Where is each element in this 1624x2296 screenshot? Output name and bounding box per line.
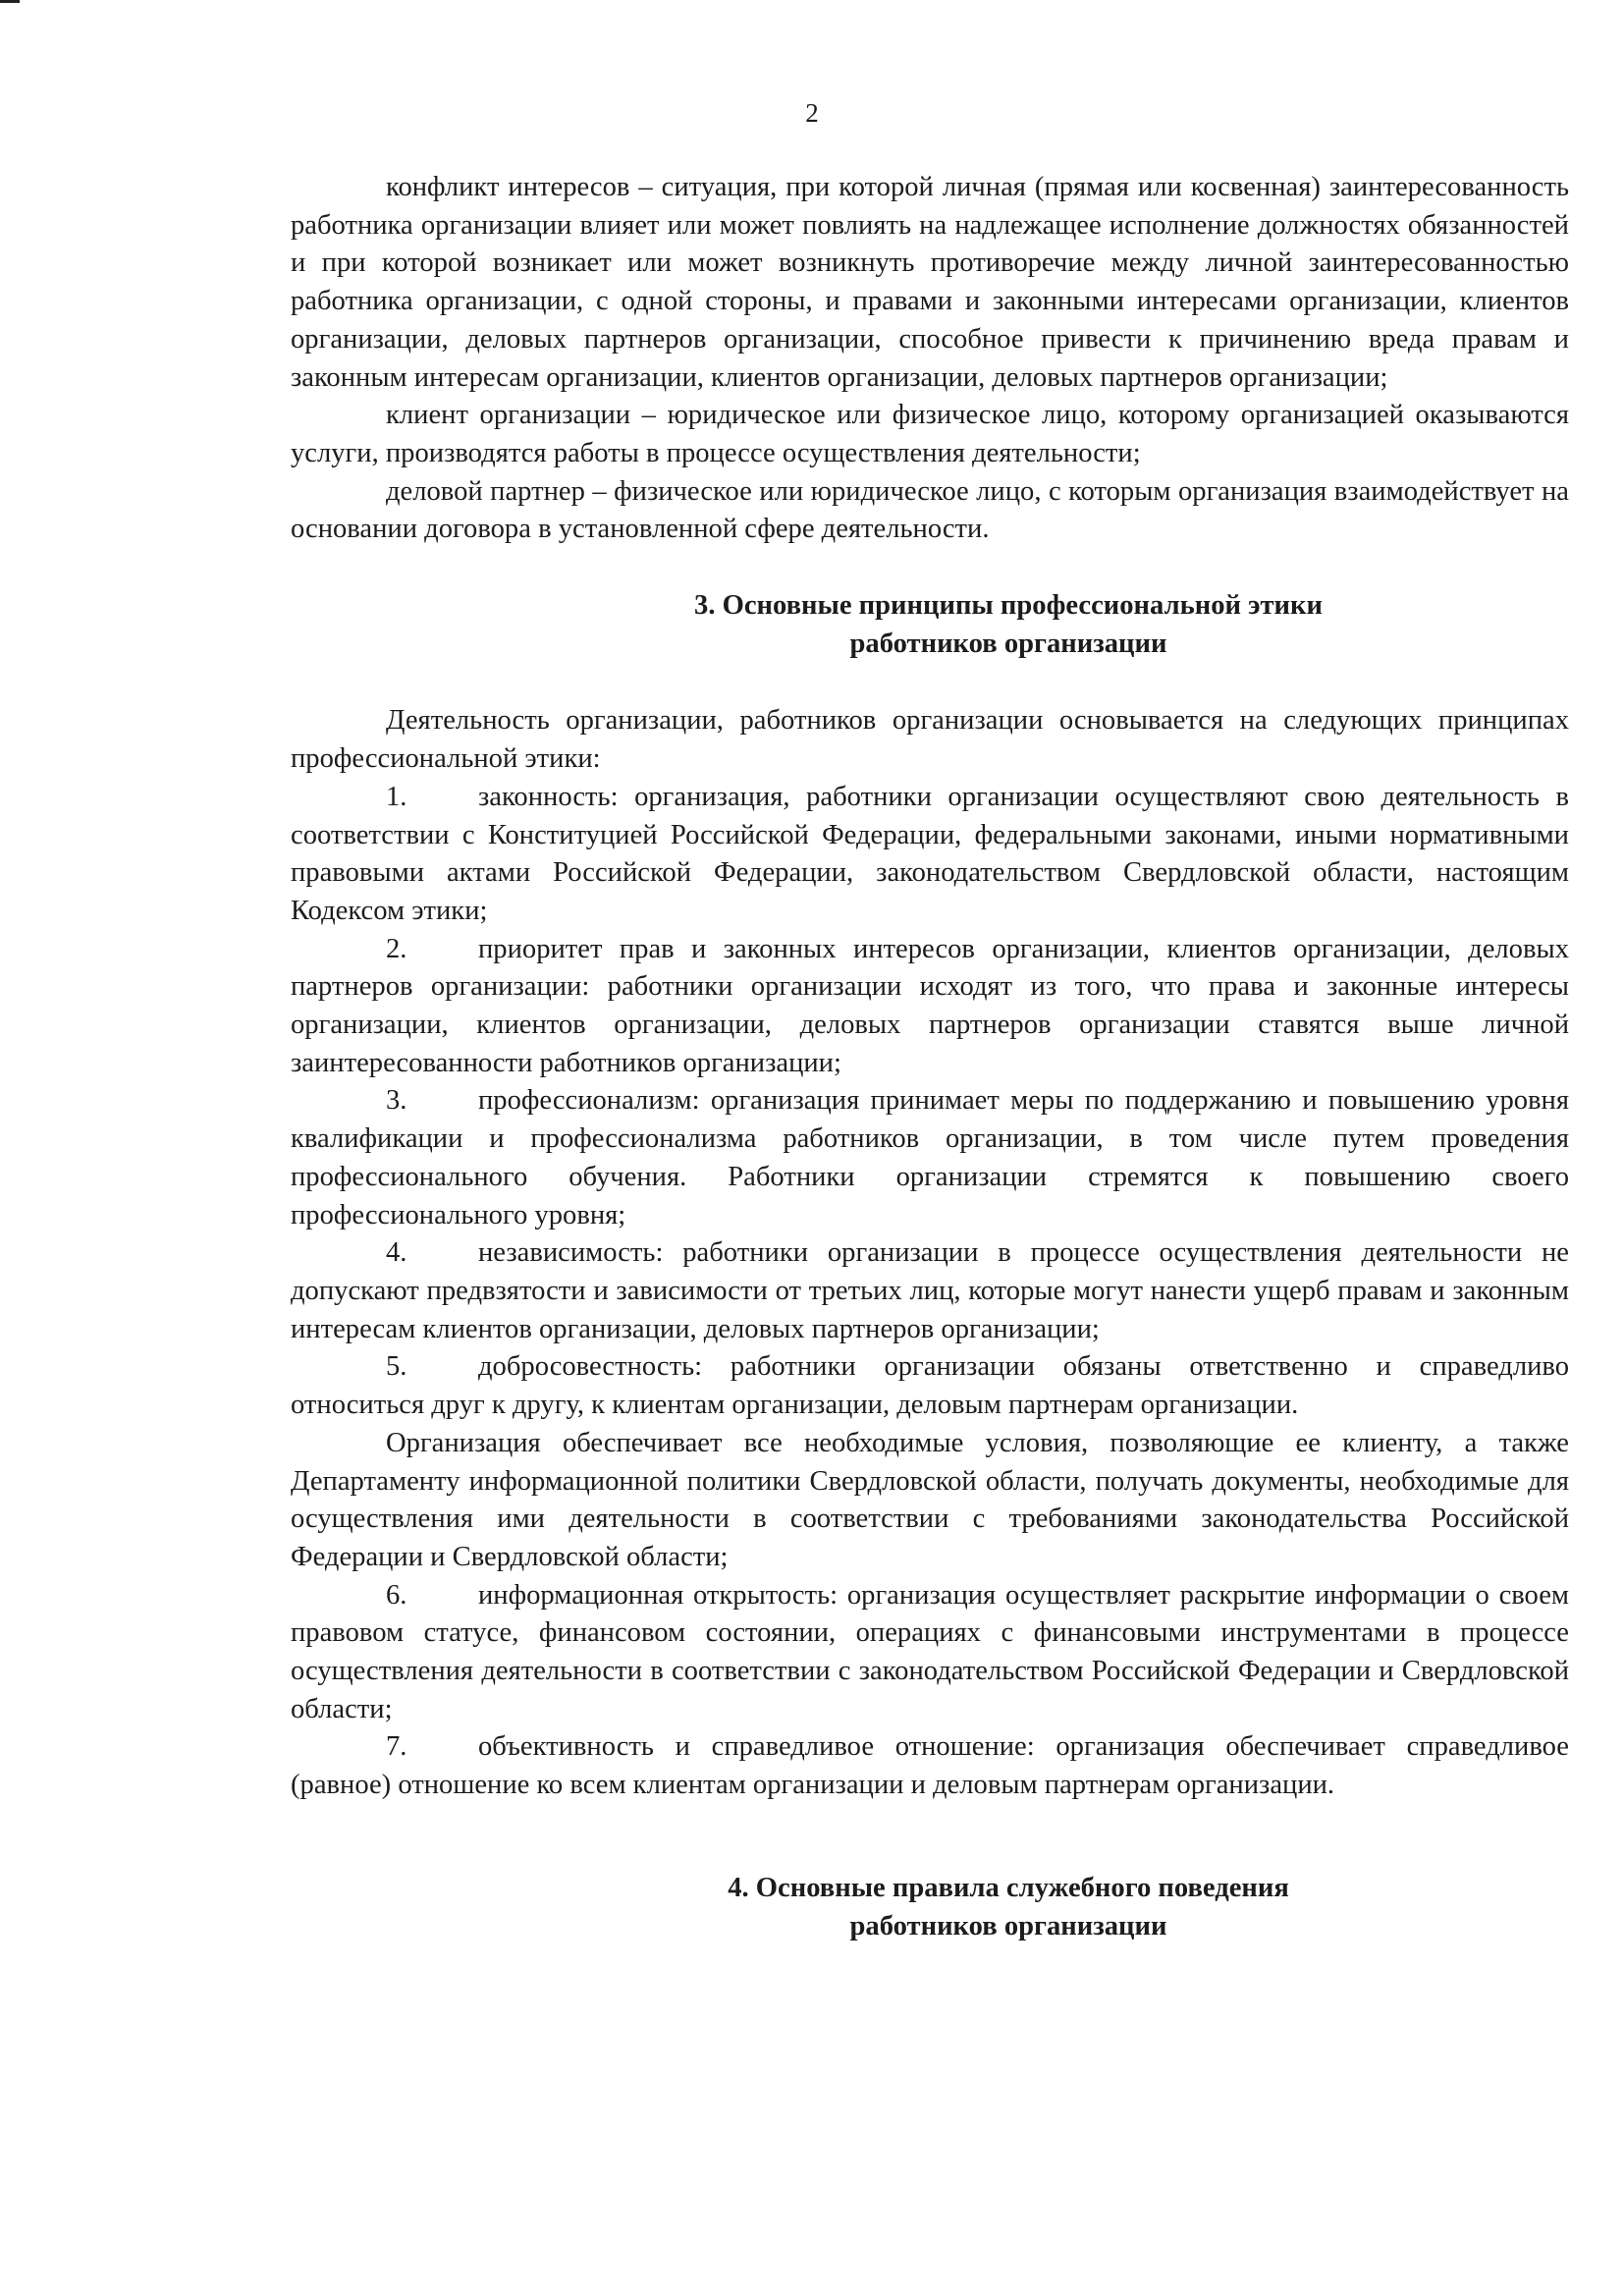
page-number: 2	[805, 98, 819, 128]
principle-item	[291, 1728, 1569, 1804]
document-body	[291, 169, 1569, 1945]
principle-text: независимость: работники организации в процессе осуществления деятельности не допускают предвзятости и зависимости от третьих лиц, которые могут нанести ущерб правам и законным интересам клиентов организации, деловых партнеров организации;	[291, 1237, 1569, 1344]
principle-item	[291, 1234, 1569, 1348]
principle-number: 7.	[386, 1731, 407, 1763]
principle-text: объективность и справедливое отношение: организация обеспечивает справедливое (равное) отношение ко всем клиентам организации и деловым партнерам организации.	[291, 1731, 1569, 1801]
principle-text: законность: организация, работники организации осуществляют свою деятельность в соответствии с Конституцией Российской Федерации, федеральными законами, иными нормативными правовыми актами Российской Федерации, законодательством Свердловской области, настоящим Кодексом этики;	[291, 781, 1569, 926]
principle-text: профессионализм: организация принимает меры по поддержанию и повышению уровня квалификации и профессионализма работников организации, в том числе путем проведения профессионального обучения. Работники организации стремятся к повышению своего профессионального уровня;	[291, 1085, 1569, 1230]
principle-item	[291, 931, 1569, 1083]
principle-item	[291, 1348, 1569, 1424]
principle-item	[291, 779, 1569, 931]
principle-number: 1.	[386, 781, 407, 812]
section-3-heading-line-2: работников организации	[849, 628, 1167, 659]
principle-number: 4.	[386, 1237, 407, 1269]
principle-number: 2.	[386, 933, 407, 964]
section-4-heading-line-2: работников организации	[849, 1910, 1167, 1941]
principle-text: информационная открытость: организация осуществляет раскрытие информации о своем правовом статусе, финансовом состоянии, операциях с финансовыми инструментами в процессе осуществления деятельности в соответствии с законодательством Российской Федерации и Свердловской области;	[291, 1579, 1569, 1724]
definition-client: клиент организации – юридическое или физическое лицо, которому организацией оказываются услуги, производятся работы в процессе осуществления деятельности;	[291, 400, 1569, 468]
section-4-heading-line-1: 4. Основные правила служебного поведения	[728, 1872, 1289, 1903]
organization-conditions-paragraph: Организация обеспечивает все необходимые условия, позволяющие ее клиенту, а также Департаменту информационной политики Свердловской области, получать документы, необходимые для осуществления ими деятельности в соответствии с требованиями законодательства Российской Федерации и Свердловской области;	[291, 1427, 1569, 1572]
principle-number: 5.	[386, 1351, 407, 1383]
principle-number: 3.	[386, 1085, 407, 1117]
principle-item	[291, 1577, 1569, 1729]
principle-text: добросовестность: работники организации обязаны ответственно и справедливо относиться друг к другу, к клиентам организации, деловым партнерам организации.	[291, 1351, 1569, 1421]
section-3-heading-line-1: 3. Основные принципы профессиональной этики	[694, 590, 1323, 622]
definition-business-partner: деловой партнер – физическое или юридическое лицо, с которым организация взаимодействует на основании договора в установленной сфере деятельности.	[291, 475, 1569, 545]
principle-text: приоритет прав и законных интересов организации, клиентов организации, деловых партнеров организации: работники организации исходят из того, что права и законные интересы организации, клиентов организации, деловых партнеров организации ставятся выше личной заинтересованности работников организации;	[291, 933, 1569, 1078]
scan-corner-mark	[0, 0, 20, 3]
principle-number: 6.	[386, 1579, 407, 1611]
definition-conflict-of-interest: конфликт интересов – ситуация, при которой личная (прямая или косвенная) заинтересованность работника организации влияет или может повлиять на надлежащее исполнение должностях обязанностей и при которой возникает или может возникнуть противоречие между личной заинтересованностью работника организации, с одной стороны, и правами и законными интересами организации, клиентов организации, деловых партнеров организации, способное привести к причинению вреда правам и законным интересам организации, клиентов организации, деловых партнеров организации;	[291, 172, 1569, 393]
section-3-intro: Деятельность организации, работников организации основывается на следующих принципах профессиональной этики:	[291, 705, 1569, 775]
principle-item	[291, 1082, 1569, 1234]
